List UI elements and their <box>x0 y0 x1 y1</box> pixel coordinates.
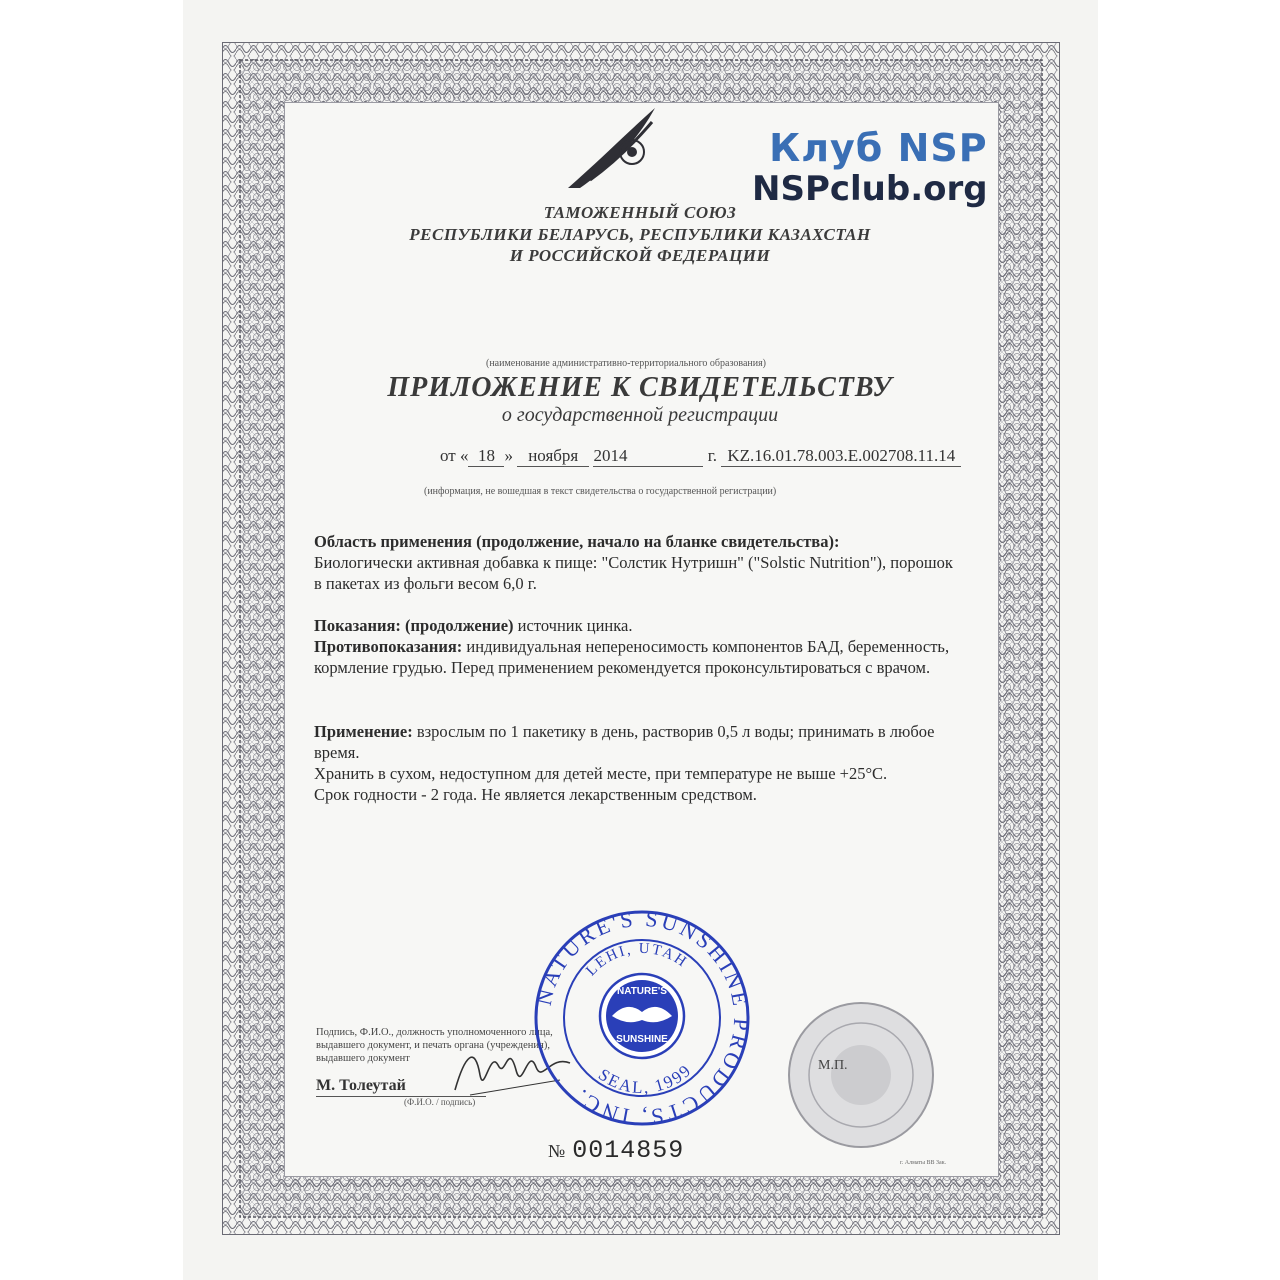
document-number-value: 0014859 <box>572 1136 685 1165</box>
date-g: г. <box>707 446 718 465</box>
date-day-close: » <box>504 446 513 465</box>
signature-label-line1: Подпись, Ф.И.О., должность уполномоченного лица, <box>316 1027 553 1038</box>
contra-label: Противопоказания: <box>314 637 463 656</box>
seal-inner-bottom: SUNSHINE <box>616 1034 668 1045</box>
info-note: (информация, не вошедшая в текст свидетельства о государственной регистрации) <box>424 486 777 497</box>
document-subtitle: о государственной регистрации <box>501 404 779 426</box>
signatory-name: М. Толеутай <box>316 1077 406 1094</box>
header-line2: РЕСПУБЛИКИ БЕЛАРУСЬ, РЕСПУБЛИКИ КАЗАХСТАН <box>409 225 871 244</box>
contra-text: индивидуальная непереносимость компонентов БАД, беременность, кормление грудью. Перед применением рекомендуется проконсультироваться с врачом. <box>314 637 950 677</box>
seal-place-label: М.П. <box>818 1058 848 1073</box>
indications-text: источник цинка. <box>517 616 633 635</box>
fio-note: (Ф.И.О. / подпись) <box>404 1097 476 1107</box>
site-watermark <box>752 126 988 208</box>
scope-section <box>314 531 964 594</box>
seal-top-text: LEHI, UTAH <box>583 940 691 980</box>
union-emblem-icon <box>560 100 670 200</box>
company-seal-stamp <box>532 908 752 1133</box>
usage-text: взрослым по 1 пакетику в день, растворив 0,5 л воды; принимать в любое время. <box>314 722 935 762</box>
scope-label: Область применения (продолжение, начало на бланке свидетельства): <box>314 532 840 551</box>
indications-cont: (продолжение) <box>405 616 514 635</box>
date-line <box>440 446 961 467</box>
signature-label-line2: выдавшего документ, и печать органа (учреждения), <box>316 1040 550 1051</box>
document-number <box>548 1136 684 1165</box>
header-line3: И РОССИЙСКОЙ ФЕДЕРАЦИИ <box>509 246 771 265</box>
usage-label: Применение: <box>314 722 413 741</box>
indications-label: Показания: <box>314 616 401 635</box>
watermark-line2: NSPclub.org <box>752 169 988 209</box>
document-title: ПРИЛОЖЕНИЕ К СВИДЕТЕЛЬСТВУ <box>387 372 893 403</box>
date-day: 18 <box>468 446 504 467</box>
official-seal-impression <box>786 1000 936 1155</box>
seal-bottom-text: SEAL, 1999 <box>594 1060 696 1098</box>
date-from: от <box>440 446 456 465</box>
number-sign: № <box>548 1141 567 1161</box>
header-line1: ТАМОЖЕННЫЙ СОЮЗ <box>543 203 737 222</box>
watermark-line1: Клуб NSP <box>769 126 988 170</box>
storage-text: Хранить в сухом, недоступном для детей месте, при температуре не выше +25°С. <box>314 764 888 783</box>
date-day-open: « <box>459 446 469 465</box>
admin-note: (наименование административно-территориального образования) <box>486 358 767 369</box>
seal-inner-top: NATURE'S <box>617 986 667 997</box>
date-month: ноября <box>517 446 589 467</box>
indications-section <box>314 615 964 678</box>
registration-number: KZ.16.01.78.003.E.002708.11.14 <box>721 446 961 467</box>
printer-note: г. Алматы ВВ Зак. <box>900 1160 947 1166</box>
scope-text: Биологически активная добавка к пище: "Солстик Нутришн" ("Solstic Nutrition"), порошок в пакетах из фольги весом 6,0 г. <box>314 553 953 593</box>
signature-label-line3: выдавшего документ <box>316 1053 410 1064</box>
seal-ring-text: NATURE'S SUNSHINE PRODUCTS, INC. <box>532 908 752 1128</box>
usage-section <box>314 721 964 805</box>
date-year: 2014 <box>593 446 703 467</box>
shelf-life-text: Срок годности - 2 года. Не является лекарственным средством. <box>314 785 757 804</box>
